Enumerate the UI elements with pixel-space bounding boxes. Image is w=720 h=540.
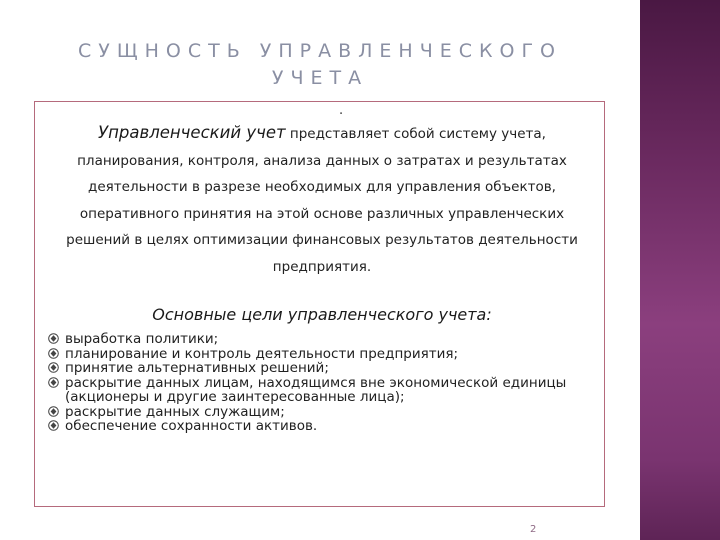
intro-line-2: планирования, контроля, анализа данных о затратах и результатах — [77, 152, 567, 169]
stray-dot: . — [339, 103, 344, 118]
diamond-bullet-icon — [48, 362, 59, 373]
list-item-text: обеспечение сохранности активов. — [65, 418, 318, 434]
list-item-text: выработка политики; — [65, 331, 219, 347]
page-number: 2 — [530, 524, 537, 535]
intro-line-6: предприятия. — [272, 258, 372, 275]
list-item — [48, 361, 588, 376]
list-item — [48, 405, 588, 420]
diamond-bullet-icon — [48, 406, 59, 417]
intro-line-4: оперативного принятия на этой основе различных управленческих — [79, 205, 565, 222]
decorative-sidebar — [640, 0, 720, 540]
intro-line-5: решений в целях оптимизации финансовых результатов деятельности — [66, 232, 578, 248]
goals-heading: Основные цели управленческого учета: — [152, 305, 492, 324]
list-item-text: принятие альтернативных решений; — [65, 360, 329, 376]
goals-list — [48, 332, 588, 434]
list-item — [48, 419, 588, 434]
list-item — [48, 376, 588, 405]
list-item — [48, 347, 588, 362]
intro-term: Управленческий учет — [98, 123, 286, 142]
intro-line-3: деятельности в разрезе необходимых для управления объектов, — [88, 179, 556, 195]
title-line-2: УЧЕТА — [271, 67, 369, 89]
list-item-text: планирование и контроль деятельности предприятия; — [65, 345, 459, 362]
title-line-1: СУЩНОСТЬ УПРАВЛЕНЧЕСКОГО — [77, 40, 563, 62]
diamond-bullet-icon — [48, 420, 59, 431]
list-item — [48, 332, 588, 347]
intro-line-1: представляет собой систему учета, — [289, 126, 546, 142]
diamond-bullet-icon — [48, 377, 59, 388]
list-item-text: раскрытие данных служащим; — [65, 403, 285, 420]
list-item-text: раскрытие данных лицам, находящимся вне экономической единицы (акционеры и другие заинтересованные лица); — [65, 374, 567, 405]
diamond-bullet-icon — [48, 348, 59, 359]
intro-paragraph — [44, 120, 600, 280]
diamond-bullet-icon — [48, 333, 59, 344]
slide-title — [40, 38, 600, 92]
